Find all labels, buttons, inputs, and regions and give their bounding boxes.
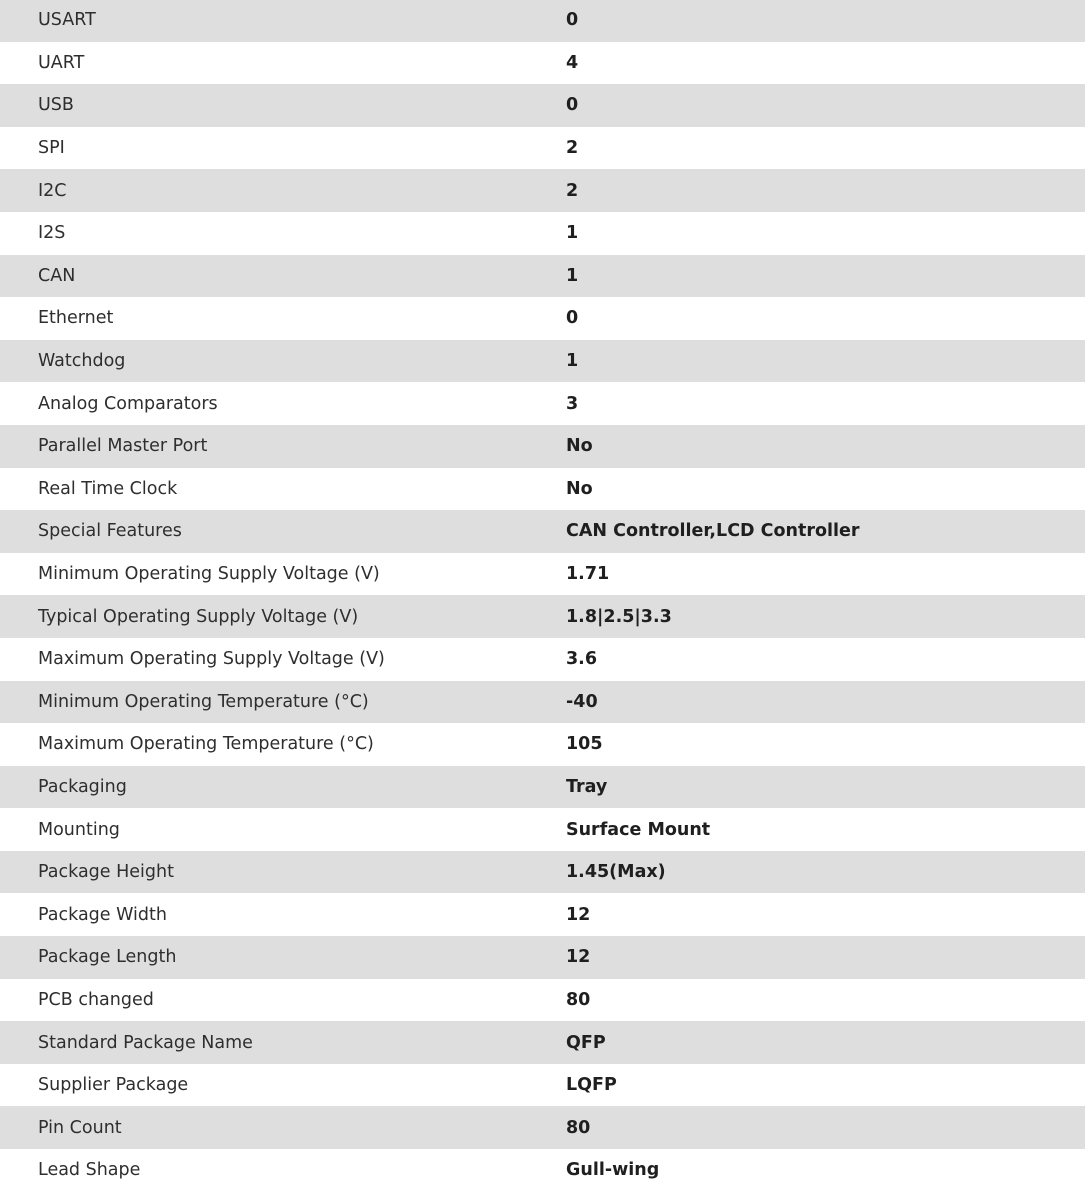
spec-value: 0 <box>566 95 579 116</box>
spec-row-usb <box>0 84 1085 127</box>
spec-row-ethernet <box>0 297 1085 340</box>
spec-label: Minimum Operating Temperature (°C) <box>38 691 369 712</box>
spec-value: CAN Controller,LCD Controller <box>566 521 860 542</box>
spec-row-max-supply-voltage <box>0 638 1085 681</box>
spec-row-min-supply-voltage <box>0 553 1085 596</box>
spec-row-supplier-package <box>0 1064 1085 1107</box>
spec-row-i2c <box>0 169 1085 212</box>
spec-value: 2 <box>566 138 579 159</box>
spec-value: 12 <box>566 947 591 968</box>
spec-label: Maximum Operating Supply Voltage (V) <box>38 649 385 670</box>
spec-value: 80 <box>566 989 591 1010</box>
spec-value: 2 <box>566 180 579 201</box>
spec-label: Analog Comparators <box>38 393 218 414</box>
spec-value: 1 <box>566 351 579 372</box>
spec-value: 12 <box>566 904 591 925</box>
spec-value: Gull-wing <box>566 1160 660 1181</box>
spec-label: Ethernet <box>38 308 114 329</box>
spec-row-standard-package-name <box>0 1021 1085 1064</box>
spec-label: Typical Operating Supply Voltage (V) <box>38 606 359 627</box>
spec-label: Package Length <box>38 947 177 968</box>
spec-value: 1.45(Max) <box>566 862 666 883</box>
spec-row-packaging <box>0 766 1085 809</box>
spec-label: Real Time Clock <box>38 478 178 499</box>
spec-label: Standard Package Name <box>38 1032 253 1053</box>
spec-label: Lead Shape <box>38 1160 141 1181</box>
spec-value: 1 <box>566 223 579 244</box>
spec-row-typ-supply-voltage <box>0 595 1085 638</box>
spec-row-real-time-clock <box>0 468 1085 511</box>
spec-row-max-temperature <box>0 723 1085 766</box>
spec-value: No <box>566 436 593 457</box>
spec-label: UART <box>38 52 85 73</box>
spec-row-package-width <box>0 893 1085 936</box>
spec-value: LQFP <box>566 1075 617 1096</box>
spec-label: Packaging <box>38 776 127 797</box>
spec-row-package-length <box>0 936 1085 979</box>
spec-row-pcb-changed <box>0 979 1085 1022</box>
spec-value: 105 <box>566 734 603 755</box>
spec-value: 0 <box>566 308 579 329</box>
spec-row-spi <box>0 127 1085 170</box>
spec-row-special-features <box>0 510 1085 553</box>
spec-label: SPI <box>38 138 65 159</box>
spec-row-pin-count <box>0 1106 1085 1149</box>
spec-row-watchdog <box>0 340 1085 383</box>
spec-value: 1 <box>566 265 579 286</box>
spec-row-can <box>0 255 1085 298</box>
spec-row-mounting <box>0 808 1085 851</box>
spec-row-usart <box>0 0 1085 42</box>
spec-label: Package Width <box>38 904 167 925</box>
spec-value: -40 <box>566 691 598 712</box>
spec-label: Supplier Package <box>38 1075 189 1096</box>
spec-label: Package Height <box>38 862 174 883</box>
spec-row-uart <box>0 42 1085 85</box>
spec-label: USB <box>38 95 74 116</box>
spec-label: CAN <box>38 265 76 286</box>
spec-value: 3.6 <box>566 649 598 670</box>
spec-value: Surface Mount <box>566 819 711 840</box>
spec-label: USART <box>38 10 96 31</box>
spec-label: Maximum Operating Temperature (°C) <box>38 734 374 755</box>
spec-value: 3 <box>566 393 579 414</box>
spec-label: Minimum Operating Supply Voltage (V) <box>38 564 380 585</box>
spec-label: Special Features <box>38 521 182 542</box>
spec-label: I2S <box>38 223 66 244</box>
spec-label: Mounting <box>38 819 120 840</box>
spec-label: Watchdog <box>38 351 126 372</box>
spec-value: 0 <box>566 10 579 31</box>
spec-label: Parallel Master Port <box>38 436 208 457</box>
spec-value: 80 <box>566 1117 591 1138</box>
spec-row-lead-shape <box>0 1149 1085 1192</box>
spec-value: 4 <box>566 52 579 73</box>
spec-value: 1.71 <box>566 564 610 585</box>
spec-label: Pin Count <box>38 1117 122 1138</box>
spec-row-package-height <box>0 851 1085 894</box>
spec-value: Tray <box>566 776 608 797</box>
spec-row-parallel-master-port <box>0 425 1085 468</box>
spec-value: 1.8|2.5|3.3 <box>566 606 672 627</box>
spec-row-analog-comparators <box>0 382 1085 425</box>
spec-label: I2C <box>38 180 67 201</box>
spec-value: No <box>566 478 593 499</box>
spec-row-i2s <box>0 212 1085 255</box>
spec-value: QFP <box>566 1032 606 1053</box>
spec-label: PCB changed <box>38 989 154 1010</box>
spec-row-min-temperature <box>0 681 1085 724</box>
